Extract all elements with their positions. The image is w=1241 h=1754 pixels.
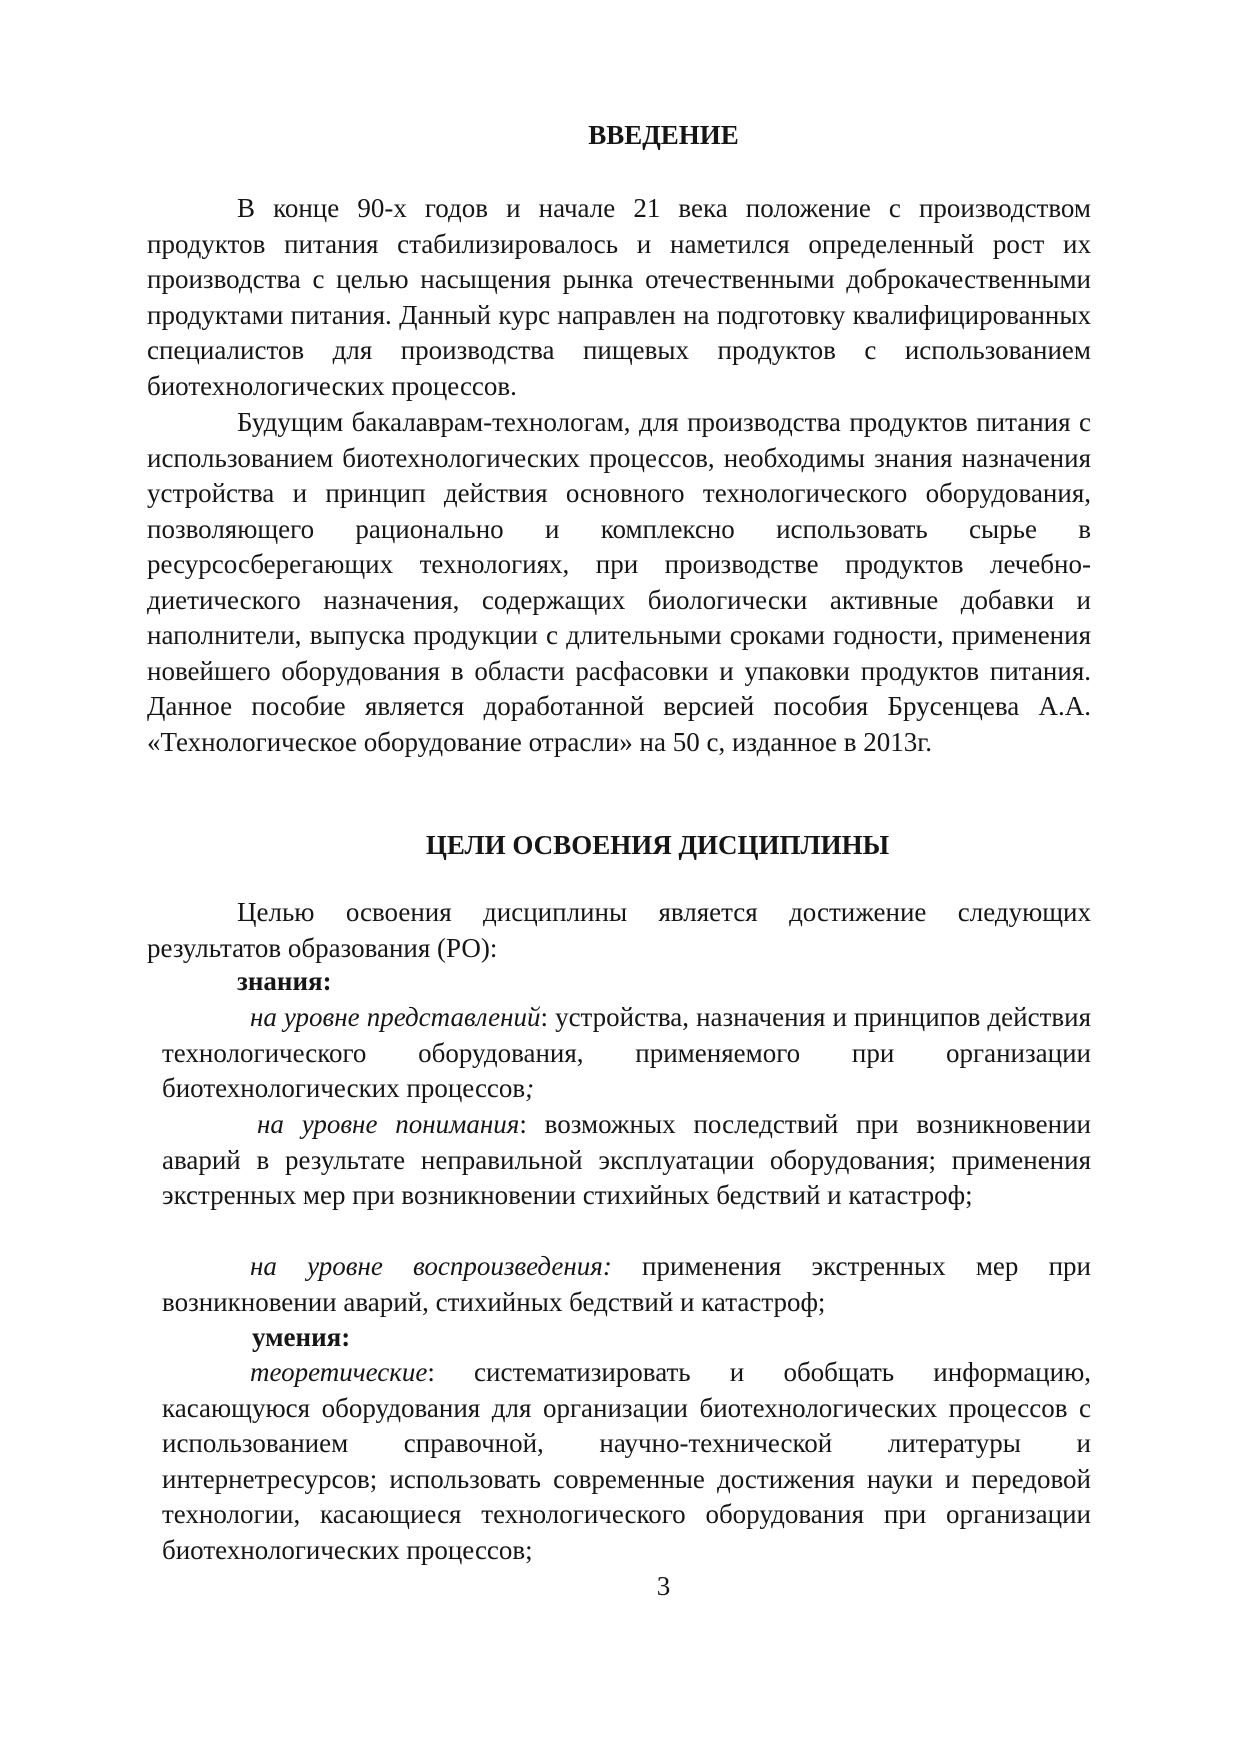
page-number: 3: [656, 1571, 671, 1601]
intro-paragraph-1: В конце 90-х годов и начале 21 века положение с производством продуктов питания стабилизировалось и наметился определенный рост их производства с целью насыщения рынка отечественными доброкачественными продуктами питания. Данный курс направлен на подготовку квалифицированных специалистов для производства пищевых продуктов с использованием биотехнологических процессов.: [147, 193, 1091, 401]
knowledge-item-reproduction: [162, 1249, 1091, 1320]
skills-label: умения:: [252, 1322, 351, 1352]
section-heading-introduction: ВВЕДЕНИЕ: [588, 120, 739, 150]
item-text: применения экстренных мер при возникновении аварий, стихийных бедствий и катастроф;: [162, 1251, 1091, 1317]
item-text: : возможных последствий при возникновении аварий в результате неправильной эксплуатации оборудования; применения экстренных мер при возникновении стихийных бедствий и катастроф;: [162, 1109, 1091, 1210]
item-tail: ;: [525, 1073, 535, 1103]
section-heading-goals: ЦЕЛИ ОСВОЕНИЯ ДИСЦИПЛИНЫ: [425, 830, 890, 860]
intro-paragraph-2: Будущим бакалаврам-технологам, для производства продуктов питания с использованием биотехнологических процессов, необходимы знания назначения устройства и принцип действия основного технологического оборудования, позволяющего рационально и комплексно использовать сырье в ресурсосберегающих технологиях, при производстве продуктов лечебно-диетического назначения, содержащих биологически активные добавки и наполнители, выпуска продукции с длительными сроками годности, применения новейшего оборудования в области расфасовки и упаковки продуктов питания. Данное пособие является доработанной версией пособия Брусенцева А.А. «Технологическое оборудование отрасли» на 50 с, изданное в 2013г.: [147, 407, 1091, 757]
item-lead: на уровне представлений: [250, 1002, 541, 1032]
item-lead: на уровне воспроизведения:: [250, 1251, 612, 1281]
item-lead: на уровне понимания: [257, 1109, 520, 1139]
goals-paragraph: Целью освоения дисциплины является достижение следующих результатов образования (РО):: [147, 897, 1091, 963]
item-lead: теоретические: [250, 1357, 428, 1387]
knowledge-item-representations: [162, 1000, 1091, 1107]
item-text: : устройства, назначения и принципов действия технологического оборудования, применяемого при организации биотехнологических процессов: [162, 1002, 1091, 1103]
item-text: : систематизировать и обобщать информацию, касающуюся оборудования для организации биотехнологических процессов с использованием справочной, научно-технической литературы и интернетресурсов; использовать современные достижения науки и передовой технологии, касающиеся технологического оборудования при организации биотехнологических процессов;: [162, 1357, 1091, 1565]
knowledge-label: знания:: [237, 966, 332, 996]
skills-item-theoretical: [162, 1355, 1091, 1568]
knowledge-item-understanding: [162, 1107, 1091, 1214]
